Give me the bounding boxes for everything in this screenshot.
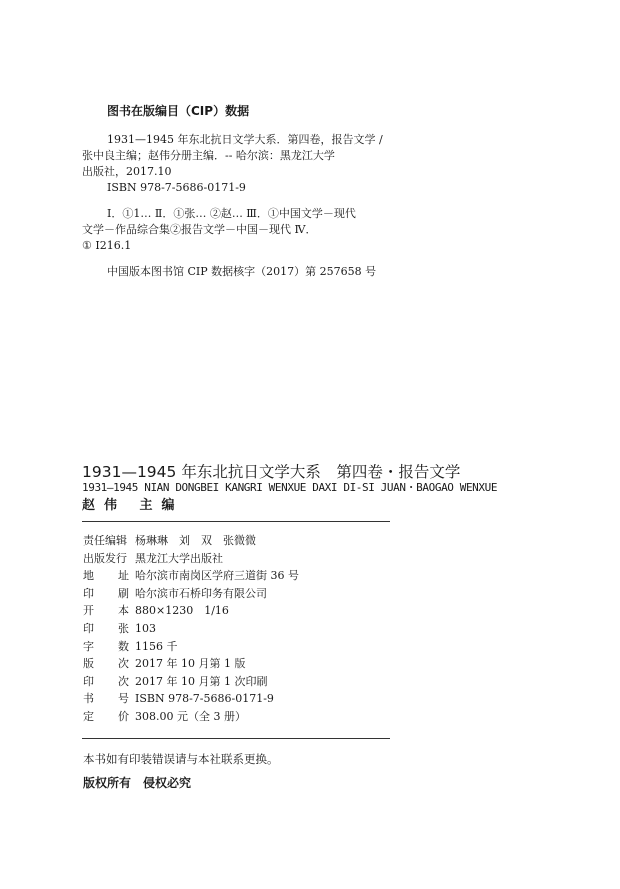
colophon-value: 2017 年 10 月第 1 版 — [135, 657, 246, 671]
book-title-pinyin: 1931—1945 NIAN DONGBEI KANGRI WENXUE DAXI DI-SI JUAN・BAOGAO WENXUE — [82, 481, 498, 494]
colophon-label — [83, 638, 129, 656]
colophon-row — [83, 690, 299, 708]
colophon-label — [83, 620, 129, 638]
colophon-row — [83, 638, 299, 656]
colophon-label-part: 印 — [83, 586, 94, 600]
colophon-value: 880×1230 1/16 — [135, 604, 229, 618]
colophon-value: 哈尔滨市石桥印务有限公司 — [135, 586, 267, 600]
colophon-label-part: 定 — [83, 709, 94, 723]
colophon-row — [83, 550, 299, 568]
replacement-notice: 本书如有印装错误请与本社联系更换。 — [83, 752, 279, 766]
cip-line: ISBN 978-7-5686-0171-9 — [107, 181, 246, 194]
colophon-label — [83, 532, 129, 550]
colophon-value: 308.00 元（全 3 册） — [135, 709, 246, 723]
colophon-label — [83, 567, 129, 585]
book-editor: 赵伟 主编 — [82, 498, 184, 513]
colophon-label-part: 次 — [118, 674, 129, 688]
colophon-row — [83, 673, 299, 691]
colophon-row — [83, 567, 299, 585]
colophon-label-part: 刷 — [118, 586, 129, 600]
divider-bottom — [82, 738, 390, 739]
colophon-row — [83, 585, 299, 603]
colophon-label — [83, 690, 129, 708]
colophon-label — [83, 655, 129, 673]
colophon-label-part: 开 — [83, 604, 94, 618]
colophon-row — [83, 602, 299, 620]
colophon-value: 1156 千 — [135, 639, 178, 653]
colophon-value: 103 — [135, 621, 156, 635]
colophon-row — [83, 655, 299, 673]
colophon-value: 黑龙江大学出版社 — [135, 551, 223, 565]
colophon-value: 哈尔滨市南岗区学府三道街 36 号 — [135, 569, 299, 583]
colophon-row — [83, 620, 299, 638]
colophon-label-part: 出版发行 — [83, 551, 127, 565]
colophon-label — [83, 602, 129, 620]
colophon-label-part: 印 — [83, 621, 94, 635]
colophon-label-part: 本 — [118, 604, 129, 618]
colophon-label-part: 张 — [118, 621, 129, 635]
cip-line: 文学－作品综合集②报告文学－中国－现代 Ⅳ． — [82, 223, 317, 236]
colophon-label-part: 号 — [118, 692, 129, 706]
colophon-label-part: 地 — [83, 569, 94, 583]
colophon-label-part: 版 — [83, 657, 94, 671]
cip-line: 出版社，2017.10 — [82, 165, 172, 178]
colophon-label — [83, 708, 129, 726]
colophon-value: 杨琳琳 刘 双 张微微 — [135, 534, 256, 547]
colophon-label-part: 责任编辑 — [83, 534, 127, 547]
colophon-table — [83, 532, 299, 726]
cip-number-line: 中国版本图书馆 CIP 数据核字（2017）第 257658 号 — [107, 265, 377, 278]
colophon-label-part: 印 — [83, 674, 94, 688]
colophon-row — [83, 532, 299, 550]
colophon-label-part: 址 — [118, 569, 129, 583]
colophon-label — [83, 550, 129, 568]
colophon-label — [83, 673, 129, 691]
colophon-value: ISBN 978-7-5686-0171-9 — [135, 692, 274, 706]
divider-top — [82, 521, 390, 522]
book-title: 1931—1945 年东北抗日文学大系 第四卷・报告文学 — [82, 463, 461, 481]
cip-line: ① I216.1 — [82, 239, 132, 252]
cip-line: 1931—1945 年东北抗日文学大系．第四卷，报告文学 / — [107, 133, 383, 146]
cip-heading: 图书在版编目（CIP）数据 — [107, 104, 250, 118]
cip-line: Ⅰ．①1… Ⅱ．①张… ②赵… Ⅲ．①中国文学－现代 — [107, 207, 356, 220]
cip-line: 张中良主编；赵伟分册主编．-- 哈尔滨：黑龙江大学 — [82, 149, 335, 162]
colophon-label — [83, 585, 129, 603]
colophon-label-part: 次 — [118, 657, 129, 671]
copyright-notice: 版权所有 侵权必究 — [83, 776, 192, 790]
colophon-label-part: 字 — [83, 639, 94, 653]
colophon-label-part: 价 — [118, 709, 129, 723]
colophon-value: 2017 年 10 月第 1 次印刷 — [135, 674, 268, 688]
colophon-label-part: 书 — [83, 692, 94, 706]
colophon-row — [83, 708, 299, 726]
colophon-label-part: 数 — [118, 639, 129, 653]
